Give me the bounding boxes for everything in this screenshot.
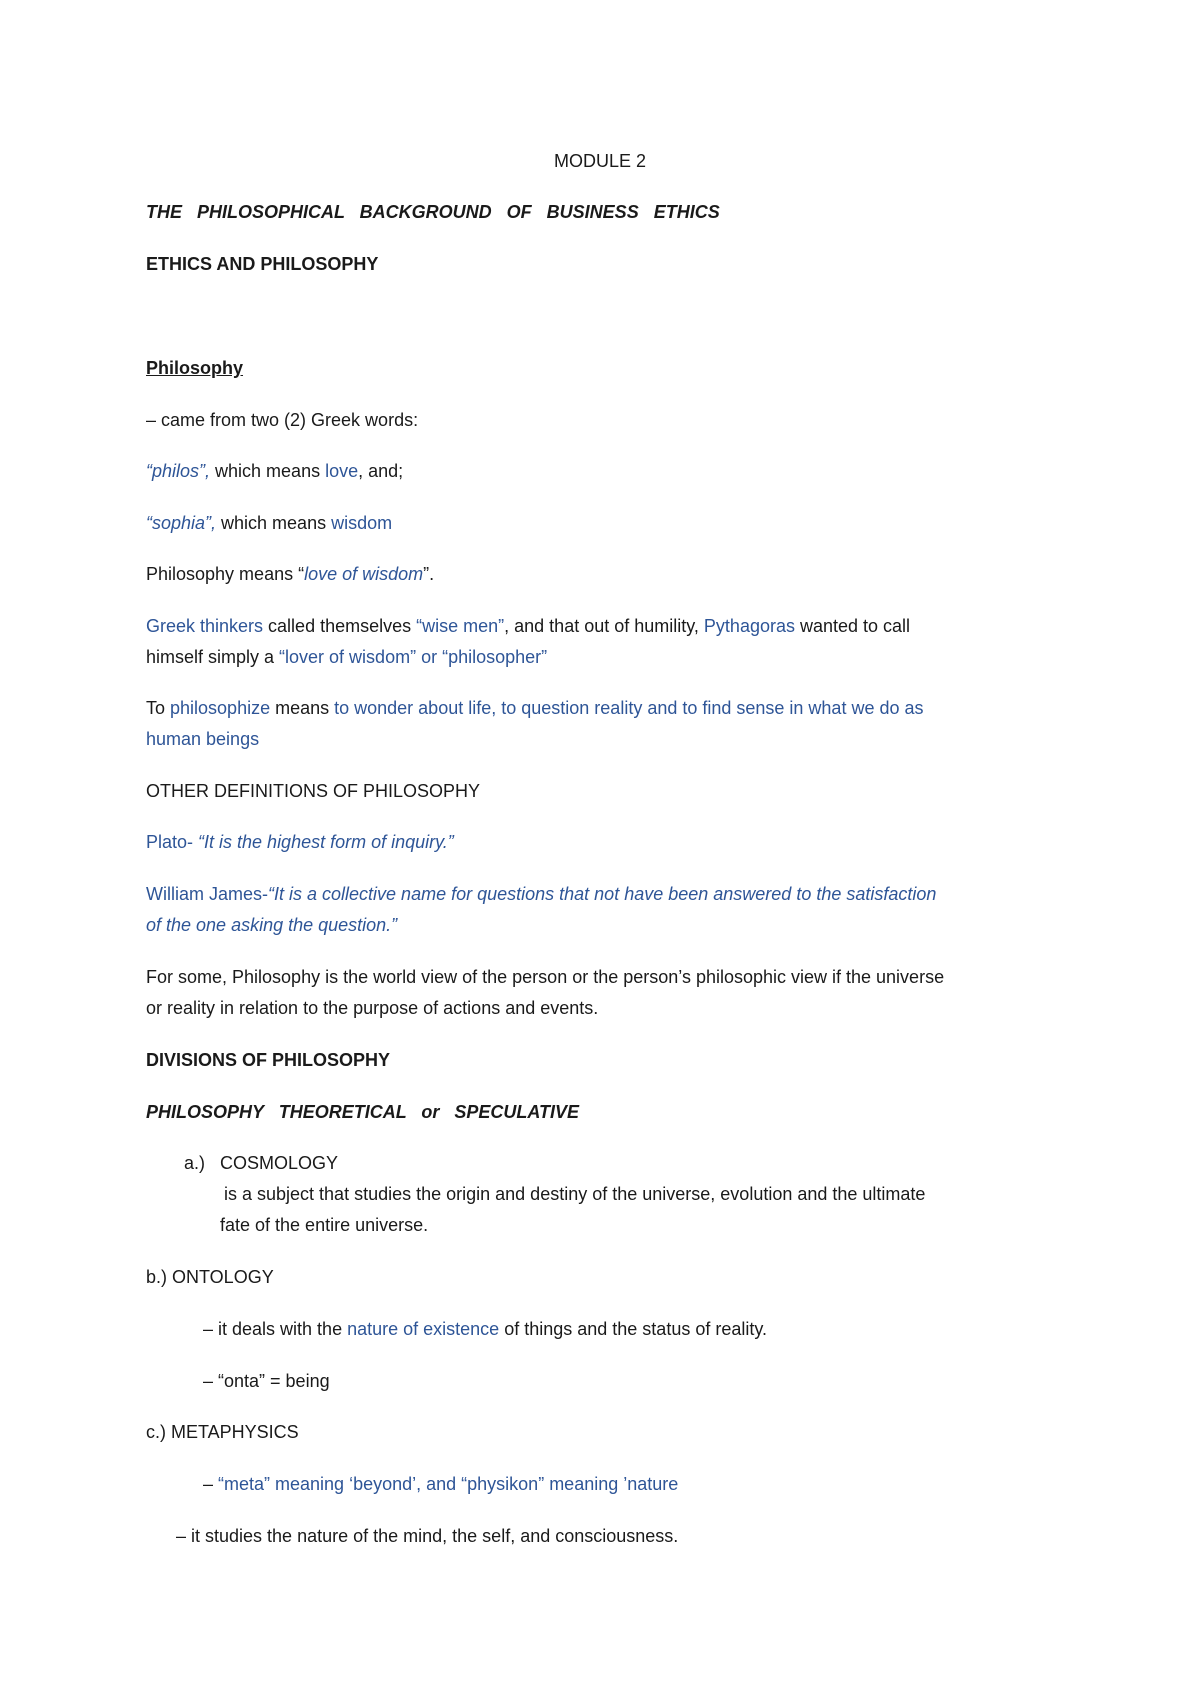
lover-of-wisdom: “lover of wisdom” or “philosopher” — [279, 647, 548, 667]
james-line — [146, 879, 936, 910]
metaphysics-def: – it studies the nature of the mind, the self, and consciousness. — [176, 1526, 679, 1546]
philos-term: “philos”, — [146, 461, 211, 481]
greek-mid: called themselves — [263, 616, 417, 636]
greek-end: wanted to call — [794, 616, 911, 636]
greek-mid2: , and that out of humility, — [504, 616, 704, 636]
plato-line — [146, 827, 454, 858]
plato-name: Plato- — [146, 832, 199, 852]
greek-thinkers: Greek thinkers — [146, 616, 264, 636]
document-subtitle: THE PHILOSOPHICAL BACKGROUND OF BUSINESS ETHICS — [146, 202, 720, 222]
to-lead: To — [146, 698, 171, 718]
philosophize-def-1: to wonder about life, to question reality and to find sense in what we do as — [334, 698, 924, 718]
james-name: William James- — [146, 884, 269, 904]
sophia-line — [146, 508, 392, 539]
means-value: love of wisdom — [304, 564, 424, 584]
james-quote-2: of the one asking the question.” — [146, 915, 398, 935]
himself-line — [146, 642, 547, 673]
cosmology-title: COSMOLOGY — [220, 1153, 339, 1173]
for-some-line-2: or reality in relation to the purpose of actions and events. — [146, 998, 599, 1018]
metaphysics-title: c.) METAPHYSICS — [146, 1422, 299, 1442]
sophia-term: “sophia”, — [146, 513, 217, 533]
philosophy-heading: Philosophy — [146, 358, 244, 378]
metaphysics-meaning-line — [203, 1469, 678, 1500]
section-heading: ETHICS AND PHILOSOPHY — [146, 254, 379, 274]
origin-line: – came from two (2) Greek words: — [146, 410, 419, 430]
means-end: ”. — [423, 564, 435, 584]
ontology-onta: – “onta” = being — [203, 1371, 330, 1391]
cosmology-label: a.) — [184, 1153, 206, 1173]
divisions-heading: DIVISIONS OF PHILOSOPHY — [146, 1050, 391, 1070]
means-word: means — [270, 698, 335, 718]
philos-end: , and; — [358, 461, 404, 481]
plato-quote: “It is the highest form of inquiry.” — [198, 832, 454, 852]
ontology-def-blue: nature of existence — [347, 1319, 500, 1339]
philosophize-def-2: human beings — [146, 729, 260, 749]
himself-lead: himself simply a — [146, 647, 280, 667]
ontology-def-end: of things and the status of reality. — [499, 1319, 768, 1339]
philosophize-line — [146, 693, 924, 724]
metaphysics-dash: – — [203, 1474, 219, 1494]
philos-mid: which means — [210, 461, 326, 481]
means-lead: Philosophy means “ — [146, 564, 305, 584]
philos-meaning: love — [325, 461, 359, 481]
greek-thinkers-line — [146, 611, 910, 642]
ontology-title: b.) ONTOLOGY — [146, 1267, 274, 1287]
for-some-line-1: For some, Philosophy is the world view of the person or the person’s philosophic view if the universe — [146, 967, 945, 987]
cosmology-def-2: fate of the entire universe. — [220, 1215, 429, 1235]
ontology-def-line — [203, 1314, 767, 1345]
wise-men: “wise men” — [416, 616, 505, 636]
module-title: MODULE 2 — [553, 151, 647, 171]
james-quote-1: “It is a collective name for questions that not have been answered to the satisfaction — [268, 884, 937, 904]
sophia-mid: which means — [216, 513, 332, 533]
philosophize: philosophize — [170, 698, 271, 718]
other-definitions-heading: OTHER DEFINITIONS OF PHILOSOPHY — [146, 781, 481, 801]
metaphysics-meaning: “meta” meaning ‘beyond’, and “physikon” meaning ’nature — [218, 1474, 679, 1494]
philos-line — [146, 456, 403, 487]
pythagoras: Pythagoras — [703, 616, 795, 636]
sophia-meaning: wisdom — [331, 513, 393, 533]
theoretical-heading: PHILOSOPHY THEORETICAL or SPECULATIVE — [146, 1102, 580, 1122]
cosmology-def-1: is a subject that studies the origin and destiny of the universe, evolution and the ultimate — [224, 1184, 926, 1204]
ontology-def-lead: – it deals with the — [203, 1319, 348, 1339]
philosophy-means-line — [146, 559, 434, 590]
